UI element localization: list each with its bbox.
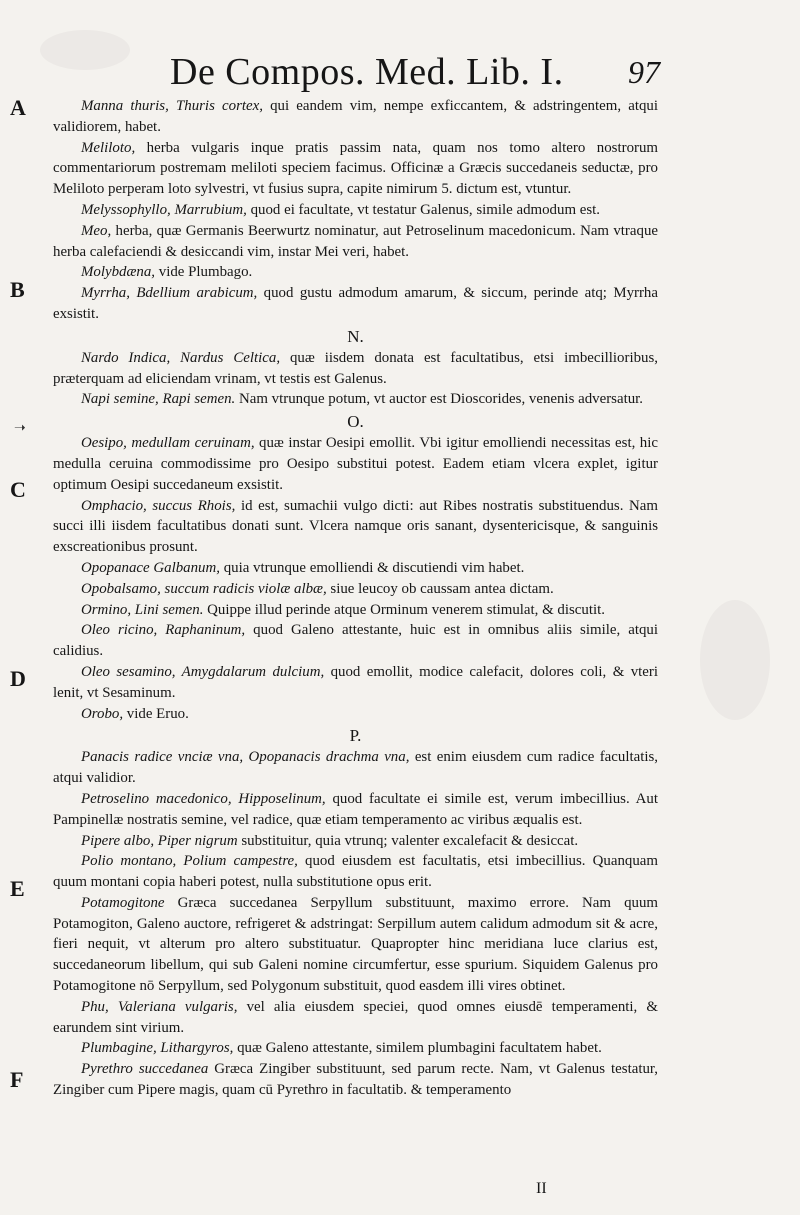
entry-text: Græca Zingiber substituunt, sed parum recte. Nam, vt Galenus testatur, Zingiber cum Pipere magis, quam cū Pyrethro in facultatib. & temperamento (53, 1061, 658, 1099)
entry-potamogitone (53, 893, 658, 997)
entry-lemma: Meo, (81, 222, 112, 239)
entry-lemma: Panacis radice vnciæ vna, Opopanacis drachma vna, (81, 749, 410, 766)
entry-oleo-ricino (53, 620, 658, 662)
entry-lemma: Opobalsamo, succum radicis violæ albæ, (81, 580, 327, 597)
section-heading-o: O. (347, 412, 364, 432)
margin-mark-icon: ➝ (14, 421, 26, 436)
entry-meo (53, 221, 658, 263)
entry-lemma: Orobo, (81, 705, 124, 722)
entry-omphacio (53, 496, 658, 558)
entry-lemma: Molybdæna, (81, 264, 156, 281)
margin-letter-c: C (10, 477, 26, 502)
entry-myrrha (53, 283, 658, 325)
entry-text: Nam vtrunque potum, vt auctor est Dioscorides, venenis adversatur. (235, 391, 644, 408)
entry-lemma: Ormino, Lini semen. (81, 601, 204, 618)
entry-pipere (53, 831, 658, 852)
entry-molybdaena (53, 262, 658, 283)
margin-letter-a: A (10, 95, 26, 120)
running-head: De Compos. Med. Lib. I. (170, 51, 564, 93)
page-header (170, 50, 660, 100)
entry-opopanace (53, 558, 658, 579)
entry-napi (53, 389, 658, 410)
entry-lemma: Oleo ricino, Raphaninum, (81, 622, 246, 639)
entry-lemma: Pyrethro succedanea (81, 1061, 209, 1078)
entry-lemma: Meliloto, (81, 139, 136, 156)
entry-lemma: Potamogitone (81, 894, 165, 911)
section-heading-p: P. (349, 726, 362, 746)
entry-text: quod Galeno attestante, huic est in omnibus aliis simile, atqui calidius. (53, 622, 658, 660)
entry-text: siue leucoy ob caussam antea dictam. (326, 580, 554, 597)
section-heading-n: N. (347, 326, 364, 346)
entry-text: id est, sumachii vulgo dicti: aut Ribes nostratis substituendus. Nam succi illi iisdem facultatibus donati sunt. Vlcera namque oris sanant, dysentericisque, & sanguinis exscreationibus prosunt. (53, 497, 658, 556)
entry-lemma: Manna thuris, Thuris cortex, (81, 98, 263, 114)
entry-lemma: Opopanace Galbanum, (81, 559, 220, 576)
paper-stain (40, 30, 130, 70)
entry-lemma: Oleo sesamino, Amygdalarum dulcium, (81, 663, 325, 680)
entry-text: est enim eiusdem cum radice facultatis, atqui validior. (53, 749, 659, 787)
entry-panacis (53, 747, 658, 789)
entry-text: quod ei facultate, vt testatur Galenus, simile admodum est. (246, 201, 601, 218)
entry-lemma: Melyssophyllo, Marrubium, (81, 201, 247, 218)
entry-lemma: Myrrha, Bdellium arabicum, (81, 285, 258, 302)
entry-plumbagine (53, 1038, 658, 1059)
entry-pyrethro (53, 1059, 658, 1101)
margin-letter-b: B (10, 277, 25, 302)
paper-stain (700, 600, 770, 720)
entry-lemma: Polio montano, Polium campestre, (81, 853, 298, 870)
entry-lemma: Oesipo, medullam ceruinam, (81, 435, 255, 452)
entry-lemma: Pipere albo, Piper nigrum (81, 832, 238, 849)
entry-text: quod gustu admodum amarum, & siccum, perinde atq; Myrrha exsistit. (53, 285, 658, 322)
entry-lemma: Plumbagine, Lithargyros, (81, 1040, 234, 1057)
page-number: 97 (628, 54, 660, 90)
entry-text: quia vtrunque emolliendi & discutiendi vim habet. (219, 559, 525, 576)
margin-letter-d: D (10, 666, 26, 691)
entry-text: vel alia eiusdem speciei, quod omnes eiusdē temperamenti, & earundem sint virium. (53, 998, 658, 1036)
entry-oleo-sesamino (53, 662, 658, 704)
entry-melyssophyllo (53, 200, 658, 221)
entry-text: qui eandem vim, nempe exficcantem, & adstringentem, atqui validiorem, habet. (53, 98, 658, 135)
entry-lemma: Petroselino macedonico, Hipposelinum, (81, 790, 326, 807)
entry-lemma: Omphacio, succus Rhois, (81, 497, 236, 514)
entry-petroselino (53, 789, 658, 831)
entry-text: quæ iisdem donata est facultatibus, etsi imbecillioribus, præterquam ad eliciendam vrinam, vt testis est Galenus. (53, 349, 658, 387)
entry-orobo (53, 704, 658, 725)
body-text (53, 96, 658, 1101)
entry-text: substituitur, quia vtrunq; valenter excalefacit & desiccat. (237, 832, 579, 849)
entry-text: Græca succedanea Serpyllum substituunt, maximo errore. Nam quum Potamogiton, Galeno auctore, refrigeret & adstringat: Serpillum autem calidum admodum sit & acre, fieri nequit, vt alterum pro altero substituatur. Quapropter hinc meridiana luce clarius est, succedaneorum libellum, qui sub Galeni nomine circumfertur, esse spurium. Siquidem Galenus pro Potamogitone nō Serpyllum, sed Polygonum substituit, quod easdem illi vires obtinet. (53, 894, 658, 995)
entry-lemma: Napi semine, Rapi semen. (81, 391, 236, 408)
entry-opobalsamo (53, 579, 658, 600)
entry-text: quæ Galeno attestante, similem plumbagini facultatem habet. (233, 1040, 602, 1057)
entry-text: herba vulgaris inque pratis passim nata, quam nos tomo altero nostrorum commentariorum postremam meliloti speciem facimus. Officinæ a Græcis succedaneis seductæ, pro Meliloto perperam loto sylvestri, vt fusius supra, capite nimirum 5. dictum est, vtuntur. (53, 139, 658, 198)
entry-oesipo (53, 433, 658, 495)
entry-polio (53, 851, 658, 893)
margin-letter-e: E (10, 876, 25, 901)
entry-lemma: Nardo Indica, Nardus Celtica, (81, 349, 281, 366)
entry-text: vide Plumbago. (155, 264, 253, 281)
entry-phu (53, 997, 658, 1039)
entry-text: quod emollit, modice calefacit, dolores coli, & vteri lenit, vt Sesaminum. (53, 663, 658, 701)
entry-nardo (53, 348, 658, 390)
entry-ormino (53, 600, 658, 621)
margin-letter-f: F (10, 1067, 24, 1092)
entry-text: quæ instar Oesipi emollit. Vbi igitur emolliendi necessitas est, hic medulla ceruina commodissime pro Oesipo substitui potest. Eadem etiam vlcera explet, igitur optimum Oesipi succedaneum exsistit. (53, 435, 658, 493)
entry-text: quod facultate ei simile est, verum imbecillius. Aut Pampinellæ nostratis semine, vel radice, quæ etiam temperamento ac viribus æqualis est. (53, 790, 659, 828)
entry-text: vide Eruo. (123, 705, 189, 722)
entry-lemma: Phu, Valeriana vulgaris, (81, 998, 238, 1015)
entry-text: quod eiusdem est facultatis, etsi imbecillius. Quanquam quum montani copia haberi potest, nulla substitutione opus erit. (53, 853, 658, 891)
entry-text: Quippe illud perinde atque Orminum venerem stimulat, & discutit. (203, 601, 605, 618)
entry-text: herba, quæ Germanis Beerwurtz nominatur, aut Petroselinum macedonicum. Nam vtraque herba calefaciendi & desiccandi vim, instar Mei veri, habet. (53, 222, 658, 260)
entry-meliloto (53, 138, 658, 200)
catchword: II (536, 1180, 547, 1197)
entry-manna (53, 96, 658, 138)
